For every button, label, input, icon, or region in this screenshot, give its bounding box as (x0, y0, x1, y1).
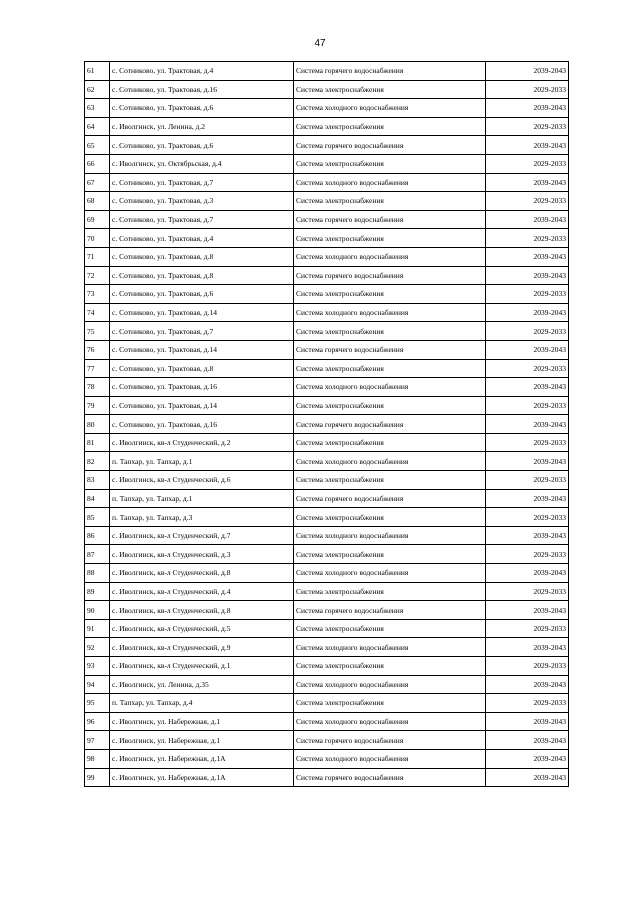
address-cell: с. Иволгинск, ул. Ленина, д.2 (110, 117, 294, 136)
period-cell: 2039-2043 (486, 731, 569, 750)
address-cell: п. Тапхар, ул. Тапхар, д.4 (110, 694, 294, 713)
system-cell: Система электроснабжения (294, 359, 486, 378)
period-cell: 2039-2043 (486, 415, 569, 434)
period-cell: 2039-2043 (486, 210, 569, 229)
period-cell: 2039-2043 (486, 136, 569, 155)
table-row (85, 582, 569, 601)
address-cell: с. Иволгинск, ул. Набережная, д.1А (110, 749, 294, 768)
register-table (84, 61, 569, 787)
address-cell: с. Иволгинск, кв-л Студенческий, д.9 (110, 638, 294, 657)
system-cell: Система электроснабжения (294, 433, 486, 452)
table-row (85, 229, 569, 248)
row-number-cell: 86 (85, 526, 110, 545)
table-row (85, 340, 569, 359)
table-row (85, 285, 569, 304)
system-cell: Система горячего водоснабжения (294, 415, 486, 434)
period-cell: 2039-2043 (486, 601, 569, 620)
system-cell: Система холодного водоснабжения (294, 378, 486, 397)
period-cell: 2039-2043 (486, 526, 569, 545)
period-cell: 2029-2033 (486, 359, 569, 378)
address-cell: с. Сотниково, ул. Трактовая, д.3 (110, 192, 294, 211)
system-cell: Система горячего водоснабжения (294, 489, 486, 508)
system-cell: Система горячего водоснабжения (294, 731, 486, 750)
address-cell: с. Сотниково, ул. Трактовая, д.6 (110, 285, 294, 304)
period-cell: 2029-2033 (486, 545, 569, 564)
address-cell: с. Иволгинск, кв-л Студенческий, д.4 (110, 582, 294, 601)
table-row (85, 731, 569, 750)
system-cell: Система холодного водоснабжения (294, 247, 486, 266)
table-row (85, 489, 569, 508)
period-cell: 2039-2043 (486, 712, 569, 731)
table-row (85, 564, 569, 583)
period-cell: 2039-2043 (486, 62, 569, 81)
row-number-cell: 65 (85, 136, 110, 155)
period-cell: 2039-2043 (486, 303, 569, 322)
table-row (85, 173, 569, 192)
system-cell: Система холодного водоснабжения (294, 99, 486, 118)
period-cell: 2029-2033 (486, 285, 569, 304)
period-cell: 2029-2033 (486, 508, 569, 527)
table-row (85, 303, 569, 322)
system-cell: Система электроснабжения (294, 471, 486, 490)
address-cell: с. Сотниково, ул. Трактовая, д.16 (110, 378, 294, 397)
table-row (85, 154, 569, 173)
system-cell: Система электроснабжения (294, 619, 486, 638)
period-cell: 2029-2033 (486, 322, 569, 341)
system-cell: Система электроснабжения (294, 229, 486, 248)
row-number-cell: 94 (85, 675, 110, 694)
address-cell: с. Иволгинск, кв-л Студенческий, д.5 (110, 619, 294, 638)
table-row (85, 601, 569, 620)
system-cell: Система холодного водоснабжения (294, 173, 486, 192)
row-number-cell: 84 (85, 489, 110, 508)
period-cell: 2029-2033 (486, 433, 569, 452)
table-row (85, 80, 569, 99)
system-cell: Система горячего водоснабжения (294, 62, 486, 81)
row-number-cell: 77 (85, 359, 110, 378)
row-number-cell: 66 (85, 154, 110, 173)
system-cell: Система электроснабжения (294, 154, 486, 173)
period-cell: 2039-2043 (486, 340, 569, 359)
period-cell: 2039-2043 (486, 768, 569, 787)
address-cell: с. Сотниково, ул. Трактовая, д.14 (110, 396, 294, 415)
page-number: 47 (314, 38, 326, 49)
table-row (85, 619, 569, 638)
table-row (85, 433, 569, 452)
address-cell: с. Иволгинск, ул. Октябрьская, д.4 (110, 154, 294, 173)
address-cell: с. Иволгинск, ул. Ленина, д.35 (110, 675, 294, 694)
table-row (85, 675, 569, 694)
row-number-cell: 67 (85, 173, 110, 192)
row-number-cell: 82 (85, 452, 110, 471)
address-cell: с. Иволгинск, кв-л Студенческий, д.3 (110, 545, 294, 564)
system-cell: Система холодного водоснабжения (294, 303, 486, 322)
table-row (85, 508, 569, 527)
row-number-cell: 68 (85, 192, 110, 211)
table-row (85, 452, 569, 471)
row-number-cell: 78 (85, 378, 110, 397)
row-number-cell: 91 (85, 619, 110, 638)
row-number-cell: 97 (85, 731, 110, 750)
row-number-cell: 93 (85, 657, 110, 676)
row-number-cell: 62 (85, 80, 110, 99)
period-cell: 2029-2033 (486, 657, 569, 676)
row-number-cell: 95 (85, 694, 110, 713)
address-cell: с. Сотниково, ул. Трактовая, д.14 (110, 340, 294, 359)
system-cell: Система горячего водоснабжения (294, 210, 486, 229)
row-number-cell: 69 (85, 210, 110, 229)
system-cell: Система электроснабжения (294, 80, 486, 99)
register-table-body (85, 62, 569, 787)
table-row (85, 359, 569, 378)
period-cell: 2039-2043 (486, 266, 569, 285)
system-cell: Система холодного водоснабжения (294, 749, 486, 768)
address-cell: с. Иволгинск, кв-л Студенческий, д.6 (110, 471, 294, 490)
table-row (85, 266, 569, 285)
table-row (85, 415, 569, 434)
address-cell: с. Сотниково, ул. Трактовая, д.7 (110, 322, 294, 341)
row-number-cell: 96 (85, 712, 110, 731)
row-number-cell: 75 (85, 322, 110, 341)
address-cell: с. Сотниково, ул. Трактовая, д.16 (110, 415, 294, 434)
period-cell: 2029-2033 (486, 619, 569, 638)
address-cell: с. Сотниково, ул. Трактовая, д.6 (110, 99, 294, 118)
period-cell: 2039-2043 (486, 452, 569, 471)
table-row (85, 638, 569, 657)
row-number-cell: 99 (85, 768, 110, 787)
system-cell: Система электроснабжения (294, 396, 486, 415)
row-number-cell: 87 (85, 545, 110, 564)
period-cell: 2039-2043 (486, 378, 569, 397)
row-number-cell: 76 (85, 340, 110, 359)
address-cell: с. Иволгинск, кв-л Студенческий, д.8 (110, 601, 294, 620)
period-cell: 2039-2043 (486, 173, 569, 192)
row-number-cell: 64 (85, 117, 110, 136)
row-number-cell: 83 (85, 471, 110, 490)
period-cell: 2029-2033 (486, 471, 569, 490)
period-cell: 2039-2043 (486, 749, 569, 768)
system-cell: Система электроснабжения (294, 285, 486, 304)
system-cell: Система холодного водоснабжения (294, 526, 486, 545)
row-number-cell: 79 (85, 396, 110, 415)
period-cell: 2039-2043 (486, 99, 569, 118)
table-row (85, 210, 569, 229)
system-cell: Система холодного водоснабжения (294, 638, 486, 657)
address-cell: с. Сотниково, ул. Трактовая, д.8 (110, 247, 294, 266)
row-number-cell: 90 (85, 601, 110, 620)
period-cell: 2029-2033 (486, 117, 569, 136)
table-row (85, 136, 569, 155)
row-number-cell: 81 (85, 433, 110, 452)
row-number-cell: 89 (85, 582, 110, 601)
row-number-cell: 61 (85, 62, 110, 81)
address-cell: с. Сотниково, ул. Трактовая, д.8 (110, 266, 294, 285)
table-row (85, 657, 569, 676)
address-cell: п. Тапхар, ул. Тапхар, д.1 (110, 452, 294, 471)
address-cell: с. Иволгинск, ул. Набережная, д.1А (110, 768, 294, 787)
table-row (85, 192, 569, 211)
period-cell: 2029-2033 (486, 154, 569, 173)
period-cell: 2039-2043 (486, 564, 569, 583)
table-row (85, 526, 569, 545)
period-cell: 2029-2033 (486, 80, 569, 99)
address-cell: с. Иволгинск, ул. Набережная, д.1 (110, 712, 294, 731)
address-cell: с. Сотниково, ул. Трактовая, д.4 (110, 62, 294, 81)
table-row (85, 545, 569, 564)
system-cell: Система горячего водоснабжения (294, 136, 486, 155)
period-cell: 2039-2043 (486, 489, 569, 508)
address-cell: с. Сотниково, ул. Трактовая, д.7 (110, 173, 294, 192)
address-cell: с. Сотниково, ул. Трактовая, д.16 (110, 80, 294, 99)
address-cell: с. Иволгинск, кв-л Студенческий, д.2 (110, 433, 294, 452)
system-cell: Система электроснабжения (294, 694, 486, 713)
system-cell: Система холодного водоснабжения (294, 712, 486, 731)
table-row (85, 378, 569, 397)
row-number-cell: 72 (85, 266, 110, 285)
system-cell: Система горячего водоснабжения (294, 340, 486, 359)
row-number-cell: 85 (85, 508, 110, 527)
address-cell: с. Сотниково, ул. Трактовая, д.7 (110, 210, 294, 229)
period-cell: 2029-2033 (486, 582, 569, 601)
address-cell: с. Сотниково, ул. Трактовая, д.6 (110, 136, 294, 155)
table-row (85, 749, 569, 768)
address-cell: с. Иволгинск, кв-л Студенческий, д.1 (110, 657, 294, 676)
period-cell: 2039-2043 (486, 247, 569, 266)
system-cell: Система горячего водоснабжения (294, 768, 486, 787)
table-row (85, 117, 569, 136)
row-number-cell: 98 (85, 749, 110, 768)
row-number-cell: 88 (85, 564, 110, 583)
table-row (85, 99, 569, 118)
table-row (85, 396, 569, 415)
table-row (85, 322, 569, 341)
address-cell: с. Сотниково, ул. Трактовая, д.8 (110, 359, 294, 378)
address-cell: с. Иволгинск, кв-л Студенческий, д.7 (110, 526, 294, 545)
row-number-cell: 73 (85, 285, 110, 304)
system-cell: Система холодного водоснабжения (294, 452, 486, 471)
row-number-cell: 63 (85, 99, 110, 118)
address-cell: п. Тапхар, ул. Тапхар, д.3 (110, 508, 294, 527)
row-number-cell: 70 (85, 229, 110, 248)
system-cell: Система горячего водоснабжения (294, 266, 486, 285)
table-row (85, 712, 569, 731)
table-row (85, 694, 569, 713)
system-cell: Система электроснабжения (294, 582, 486, 601)
table-row (85, 471, 569, 490)
table-row (85, 62, 569, 81)
system-cell: Система электроснабжения (294, 322, 486, 341)
row-number-cell: 92 (85, 638, 110, 657)
system-cell: Система электроснабжения (294, 508, 486, 527)
address-cell: с. Сотниково, ул. Трактовая, д.14 (110, 303, 294, 322)
period-cell: 2029-2033 (486, 192, 569, 211)
row-number-cell: 74 (85, 303, 110, 322)
period-cell: 2029-2033 (486, 229, 569, 248)
table-row (85, 768, 569, 787)
address-cell: с. Иволгинск, ул. Набережная, д.1 (110, 731, 294, 750)
system-cell: Система электроснабжения (294, 117, 486, 136)
period-cell: 2029-2033 (486, 694, 569, 713)
system-cell: Система электроснабжения (294, 657, 486, 676)
system-cell: Система горячего водоснабжения (294, 601, 486, 620)
period-cell: 2029-2033 (486, 396, 569, 415)
system-cell: Система электроснабжения (294, 192, 486, 211)
system-cell: Система электроснабжения (294, 545, 486, 564)
period-cell: 2039-2043 (486, 675, 569, 694)
address-cell: с. Сотниково, ул. Трактовая, д.4 (110, 229, 294, 248)
address-cell: с. Иволгинск, кв-л Студенческий, д.8 (110, 564, 294, 583)
system-cell: Система холодного водоснабжения (294, 675, 486, 694)
table-row (85, 247, 569, 266)
row-number-cell: 80 (85, 415, 110, 434)
row-number-cell: 71 (85, 247, 110, 266)
period-cell: 2039-2043 (486, 638, 569, 657)
address-cell: п. Тапхар, ул. Тапхар, д.1 (110, 489, 294, 508)
system-cell: Система холодного водоснабжения (294, 564, 486, 583)
